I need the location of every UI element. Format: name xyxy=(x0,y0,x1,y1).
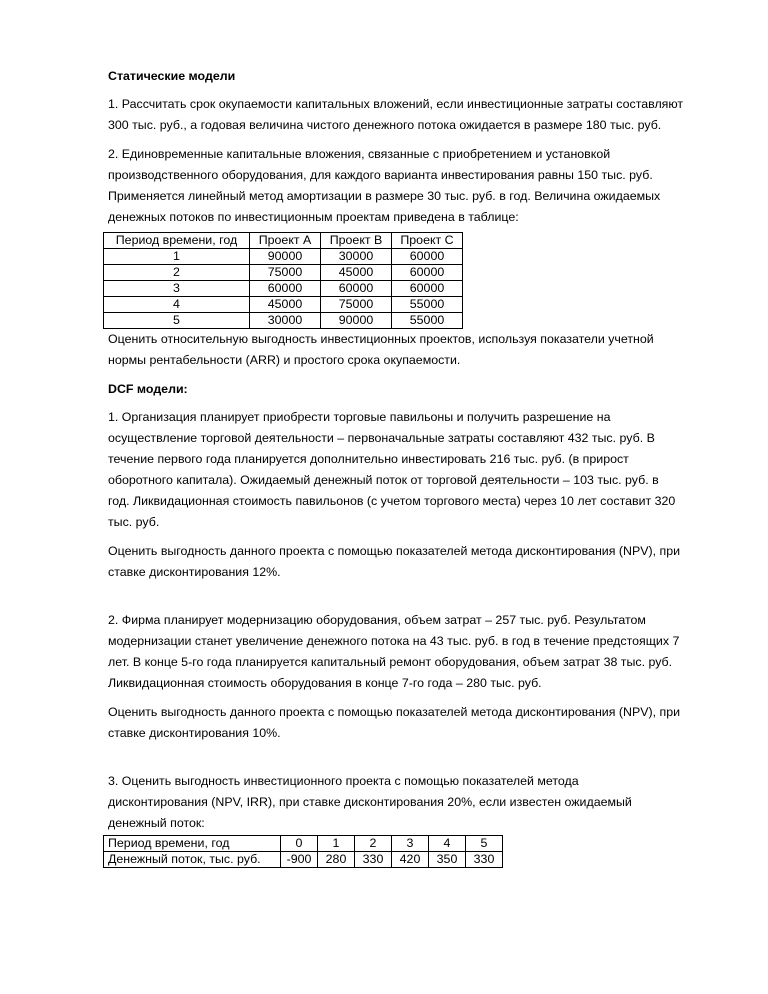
d2-eval-line-2: ставке дисконтирования 10%. xyxy=(108,726,281,740)
table-cell: 2 xyxy=(355,836,392,852)
heading-dcf-models: DCF модели: xyxy=(108,382,188,396)
table-cell: 350 xyxy=(429,852,466,868)
table-row xyxy=(104,297,463,313)
table-cell: 280 xyxy=(318,852,355,868)
d1-line-2: осуществление торговой деятельности – первоначальные затраты составляют 432 тыс. руб. В xyxy=(108,431,655,445)
d1-line-5: год. Ликвидационная стоимость павильонов (с учетом торгового места) через 10 лет составит 320 xyxy=(108,494,676,508)
d2-line-4: Ликвидационная стоимость оборудования в конце 7-го года – 280 тыс. руб. xyxy=(108,676,542,690)
s2-line-1: 2. Единовременные капитальные вложения, связанные с приобретением и установкой xyxy=(108,147,611,161)
table-cell: 30000 xyxy=(321,249,392,265)
table-cell: 1 xyxy=(104,249,250,265)
table-cell: 45000 xyxy=(321,265,392,281)
table-cell: 60000 xyxy=(392,265,463,281)
table-cell: 330 xyxy=(466,852,503,868)
d1-eval-line-1: Оценить выгодность данного проекта с помощью показателей метода дисконтирования (NPV), при xyxy=(108,544,681,558)
d2-eval-line-1: Оценить выгодность данного проекта с помощью показателей метода дисконтирования (NPV), при xyxy=(108,705,681,719)
table-row xyxy=(104,249,463,265)
cashflow-by-period-table xyxy=(103,835,503,868)
table-cell: 3 xyxy=(104,281,250,297)
s2-line-2: производственного оборудования, для каждого варианта инвестирования равны 150 тыс. руб. xyxy=(108,168,653,182)
table-row xyxy=(104,852,503,868)
table-cell: 45000 xyxy=(250,297,321,313)
table-cell: 5 xyxy=(104,313,250,329)
table-row xyxy=(104,265,463,281)
d1-line-6: тыс. руб. xyxy=(108,515,160,529)
table-cell: 0 xyxy=(281,836,318,852)
d3-line-3: денежный поток: xyxy=(108,816,205,830)
table-cell: 75000 xyxy=(321,297,392,313)
table-row xyxy=(104,313,463,329)
s1-line-1: 1. Рассчитать срок окупаемости капитальных вложений, если инвестиционные затраты составляют xyxy=(108,97,684,111)
table-cell: 55000 xyxy=(392,297,463,313)
table-cell: 60000 xyxy=(392,281,463,297)
table-cell: 330 xyxy=(355,852,392,868)
table-cell: 90000 xyxy=(250,249,321,265)
s1-line-2: 300 тыс. руб., а годовая величина чистого денежного потока ожидается в размере 180 тыс. руб. xyxy=(108,118,662,132)
table-header-cell: Денежный поток, тыс. руб. xyxy=(104,852,281,868)
table-cell: 30000 xyxy=(250,313,321,329)
table-header-cell: Проект С xyxy=(392,233,463,249)
s2-after-line-2: нормы рентабельности (ARR) и простого срока окупаемости. xyxy=(108,353,461,367)
table-cell: -900 xyxy=(281,852,318,868)
project-cashflow-table xyxy=(103,232,463,329)
d1-line-3: течение первого года планируется дополнительно инвестировать 216 тыс. руб. (в прирост xyxy=(108,452,629,466)
heading-static-models: Статические модели xyxy=(108,69,236,83)
s2-after-line-1: Оценить относительную выгодность инвестиционных проектов, используя показатели учетной xyxy=(108,332,654,346)
table-cell: 75000 xyxy=(250,265,321,281)
table-cell: 2 xyxy=(104,265,250,281)
d2-line-2: модернизации станет увеличение денежного потока на 43 тыс. руб. в год в течение предстоящих 7 xyxy=(108,634,680,648)
s2-line-4: денежных потоков по инвестиционным проектам приведена в таблице: xyxy=(108,210,519,224)
table-header-cell: Проект А xyxy=(250,233,321,249)
table-cell: 420 xyxy=(392,852,429,868)
d1-line-1: 1. Организация планирует приобрести торговые павильоны и получить разрешение на xyxy=(108,410,611,424)
table-row xyxy=(104,836,503,852)
table-header-cell: Период времени, год xyxy=(104,233,250,249)
d1-eval-line-2: ставке дисконтирования 12%. xyxy=(108,565,281,579)
table-cell: 55000 xyxy=(392,313,463,329)
table-cell: 4 xyxy=(104,297,250,313)
table-header-cell: Проект В xyxy=(321,233,392,249)
table-cell: 60000 xyxy=(250,281,321,297)
table-cell: 4 xyxy=(429,836,466,852)
d2-line-1: 2. Фирма планирует модернизацию оборудования, объем затрат – 257 тыс. руб. Результатом xyxy=(108,613,646,627)
table-cell: 90000 xyxy=(321,313,392,329)
table-row xyxy=(104,281,463,297)
d3-line-1: 3. Оценить выгодность инвестиционного проекта с помощью показателей метода xyxy=(108,774,579,788)
table-cell: 60000 xyxy=(321,281,392,297)
table-cell: 5 xyxy=(466,836,503,852)
table-header-cell: Период времени, год xyxy=(104,836,281,852)
d3-line-2: дисконтирования (NPV, IRR), при ставке дисконтирования 20%, если известен ожидаемый xyxy=(108,795,632,809)
table-cell: 1 xyxy=(318,836,355,852)
d1-line-4: оборотного капитала). Ожидаемый денежный поток от торговой деятельности – 103 тыс. руб. в xyxy=(108,473,659,487)
table-cell: 3 xyxy=(392,836,429,852)
d2-line-3: лет. В конце 5-го года планируется капитальный ремонт оборудования, объем затрат 38 тыс. руб. xyxy=(108,655,673,669)
s2-line-3: Применяется линейный метод амортизации в размере 30 тыс. руб. в год. Величина ожидаемых xyxy=(108,189,661,203)
table-cell: 60000 xyxy=(392,249,463,265)
table-header-row xyxy=(104,233,463,249)
